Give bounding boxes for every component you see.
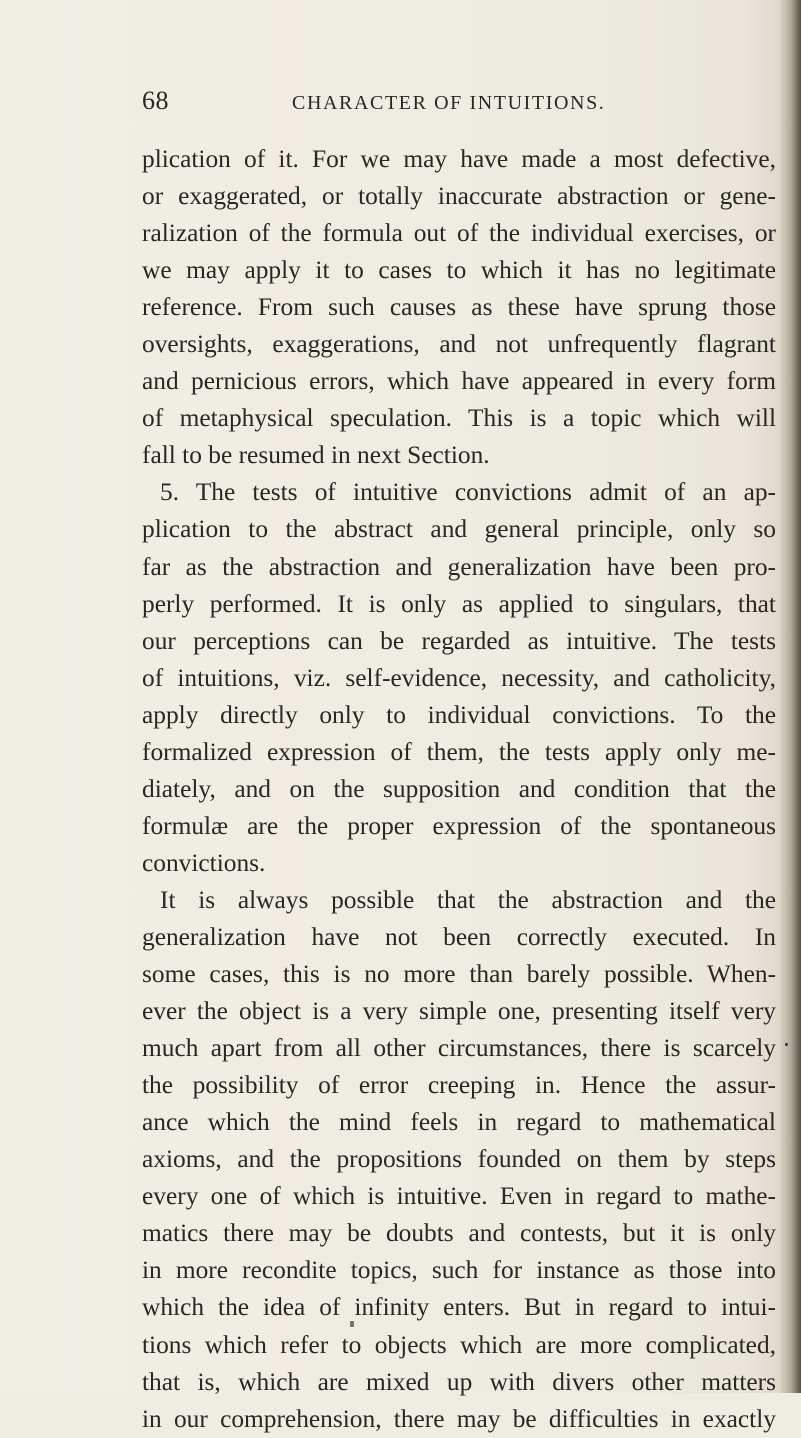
text-line: some cases, this is no more than barely possible. When- <box>142 960 776 989</box>
text-line: axioms, and the propositions founded on them by steps <box>142 1145 776 1174</box>
text-line: that is, which are mixed up with divers other matters <box>142 1367 776 1396</box>
paper-speck <box>350 1321 354 1327</box>
text-line: diately, and on the supposition and condition that the <box>142 774 776 803</box>
text-line: ralization of the formula out of the individual exercises, or <box>142 219 776 248</box>
margin-mark <box>785 1043 788 1046</box>
text-line: far as the abstraction and generalization have been pro- <box>142 552 776 581</box>
text-line: which the idea of infinity enters. But in regard to intui- <box>142 1293 776 1322</box>
text-line: reference. From such causes as these have sprung those <box>142 293 776 322</box>
text-line: ance which the mind feels in regard to mathematical <box>142 1108 776 1137</box>
text-line: tions which refer to objects which are more complicated, <box>142 1330 776 1359</box>
page-number: 68 <box>142 86 169 115</box>
running-head-title: CHARACTER OF INTUITIONS. <box>292 92 606 114</box>
text-line: the possibility of error creeping in. Hence the assur- <box>142 1071 776 1100</box>
text-line: plication of it. For we may have made a most defective, <box>142 145 776 173</box>
text-line: we may apply it to cases to which it has no legitimate <box>142 256 776 285</box>
text-line: 5. The tests of intuitive convictions admit of an ap- <box>160 478 776 507</box>
text-line: oversights, exaggerations, and not unfrequently flagrant <box>142 330 776 359</box>
text-line: formalized expression of them, the tests apply only me- <box>142 737 776 766</box>
text-line: and pernicious errors, which have appeared in every form <box>142 367 776 396</box>
text-line: formulæ are the proper expression of the spontaneous <box>142 811 776 840</box>
text-line: in our comprehension, there may be difficulties in exactly <box>142 1404 776 1433</box>
page-edge-shadow <box>779 0 801 1393</box>
text-line: of metaphysical speculation. This is a topic which will <box>142 404 776 433</box>
text-line: apply directly only to individual convictions. To the <box>142 700 776 729</box>
text-line: fall to be resumed in next Section. <box>142 441 490 470</box>
text-line: plication to the abstract and general principle, only so <box>142 515 776 544</box>
text-line: generalization have not been correctly executed. In <box>142 922 776 951</box>
text-line: or exaggerated, or totally inaccurate abstraction or gene- <box>142 182 776 211</box>
text-line: our perceptions can be regarded as intuitive. The tests <box>142 626 776 655</box>
text-line: of intuitions, viz. self-evidence, necessity, and catholicity, <box>142 663 776 692</box>
running-head <box>0 86 801 126</box>
text-line: much apart from all other circumstances, there is scarcely <box>142 1034 776 1063</box>
text-line: matics there may be doubts and contests, but it is only <box>142 1219 776 1248</box>
text-line: convictions. <box>142 848 266 877</box>
text-line: in more recondite topics, such for instance as those into <box>142 1256 776 1285</box>
text-line: perly performed. It is only as applied to singulars, that <box>142 589 776 618</box>
text-line: ever the object is a very simple one, presenting itself very <box>142 997 776 1026</box>
body-text <box>142 141 776 1438</box>
text-line: It is always possible that the abstraction and the <box>160 885 776 914</box>
text-line: every one of which is intuitive. Even in regard to mathe- <box>142 1182 776 1211</box>
